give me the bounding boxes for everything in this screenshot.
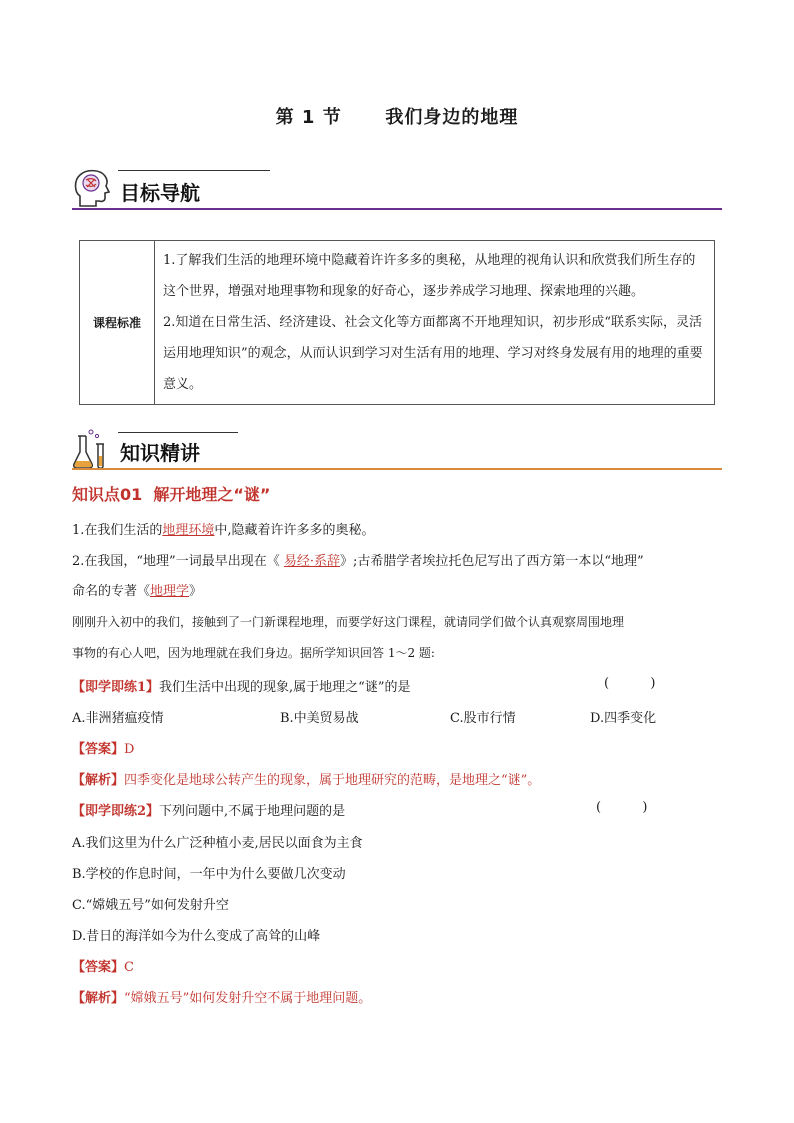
option-c: C.股市行情: [450, 711, 516, 726]
section-divider: [72, 468, 722, 470]
option-d: D.四季变化: [590, 711, 657, 726]
brain-head-icon: [72, 166, 112, 210]
analysis-tag: 【解析】: [72, 773, 125, 788]
point-1: [72, 519, 375, 538]
practice-tag: 【即学即练1】: [72, 680, 160, 695]
answer-value: D: [124, 742, 135, 757]
section-header-knowledge: [72, 426, 722, 470]
answer-2: [72, 956, 134, 975]
curriculum-standards-table: [79, 240, 715, 405]
option-d: D.昔日的海洋如今为什么变成了高耸的山峰: [72, 929, 321, 944]
knowledge-point-title: 知识点01 解开地理之“谜”: [72, 485, 271, 504]
lab-flask-icon: [72, 426, 112, 470]
text: 》: [189, 584, 203, 599]
analysis-2: [72, 987, 371, 1006]
answer-blank: ( ): [596, 800, 648, 815]
question-text: 下列问题中,不属于地理问题的是: [159, 804, 346, 819]
page-title: 第 1 节 我们身边的地理: [275, 107, 519, 128]
question-text: 我们生活中出现的现象,属于地理之“谜”的是: [159, 680, 411, 695]
intro-line: 刚刚升入初中的我们，接触到了一门新课程地理，而要学好这门课程，就请同学们做个认真观察周围地理: [72, 615, 625, 629]
question-2-stem: [72, 800, 345, 819]
practice-tag: 【即学即练2】: [72, 804, 160, 819]
highlight-term: 地理学: [150, 584, 190, 599]
point-2-line-2: [72, 580, 202, 599]
standards-label: 课程标准: [80, 241, 155, 405]
analysis-text: “嫦娥五号”如何发射升空不属于地理问题。: [124, 991, 372, 1006]
answer-tag: 【答案】: [72, 960, 125, 975]
answer-tag: 【答案】: [72, 742, 125, 757]
header-accent-line: [118, 170, 270, 171]
standard-item: 2.知道在日常生活、经济建设、社会文化等方面都离不开地理知识，初步形成“联系实际，灵活运用地理知识”的观念，从而认识到学习对生活有用的地理、学习对终身发展有用的地理的重要意义。: [163, 315, 703, 392]
intro-line: 事物的有心人吧，因为地理就在我们身边。据所学知识回答 1～2 题:: [72, 646, 435, 660]
text: 命名的专著《: [72, 584, 151, 599]
section-label: 目标导航: [120, 181, 200, 205]
highlight-term: 易经·系辞: [283, 554, 340, 569]
answer-blank: ( ): [604, 676, 656, 691]
section-label: 知识精讲: [120, 441, 200, 465]
highlight-term: 地理环境: [162, 523, 215, 538]
analysis-text: 四季变化是地球公转产生的现象，属于地理研究的范畴，是地理之“谜”。: [124, 773, 541, 788]
text: 1.在我们生活的: [72, 523, 163, 538]
option-a: A.我们这里为什么广泛种植小麦,居民以面食为主食: [72, 836, 363, 851]
header-accent-line: [118, 432, 238, 433]
standard-item: 1.了解我们生活的地理环境中隐藏着许许多多的奥秘，从地理的视角认识和欣赏我们所生存的这个世界，增强对地理事物和现象的好奇心，逐步养成学习地理、探索地理的兴趣。: [163, 253, 696, 299]
question-1-stem: [72, 676, 410, 695]
standards-content: [155, 241, 715, 405]
text: 2.在我国，“地理”一词最早出现在《: [72, 554, 284, 569]
text: 》;古希腊学者埃拉托色尼写出了西方第一本以“地理”: [339, 554, 644, 569]
analysis-tag: 【解析】: [72, 991, 125, 1006]
answer-1: [72, 738, 134, 757]
analysis-1: [72, 769, 540, 788]
answer-value: C: [124, 960, 134, 975]
option-b: B.中美贸易战: [280, 711, 359, 726]
option-b: B.学校的作息时间，一年中为什么要做几次变动: [72, 867, 346, 882]
option-c: C.“嫦娥五号”如何发射升空: [72, 898, 229, 913]
text: 中,隐藏着许许多多的奥秘。: [214, 523, 375, 538]
section-divider: [72, 208, 722, 210]
point-2-line-1: [72, 550, 644, 569]
option-a: A.非洲猪瘟疫情: [72, 711, 164, 726]
section-header-goals: [72, 166, 722, 210]
